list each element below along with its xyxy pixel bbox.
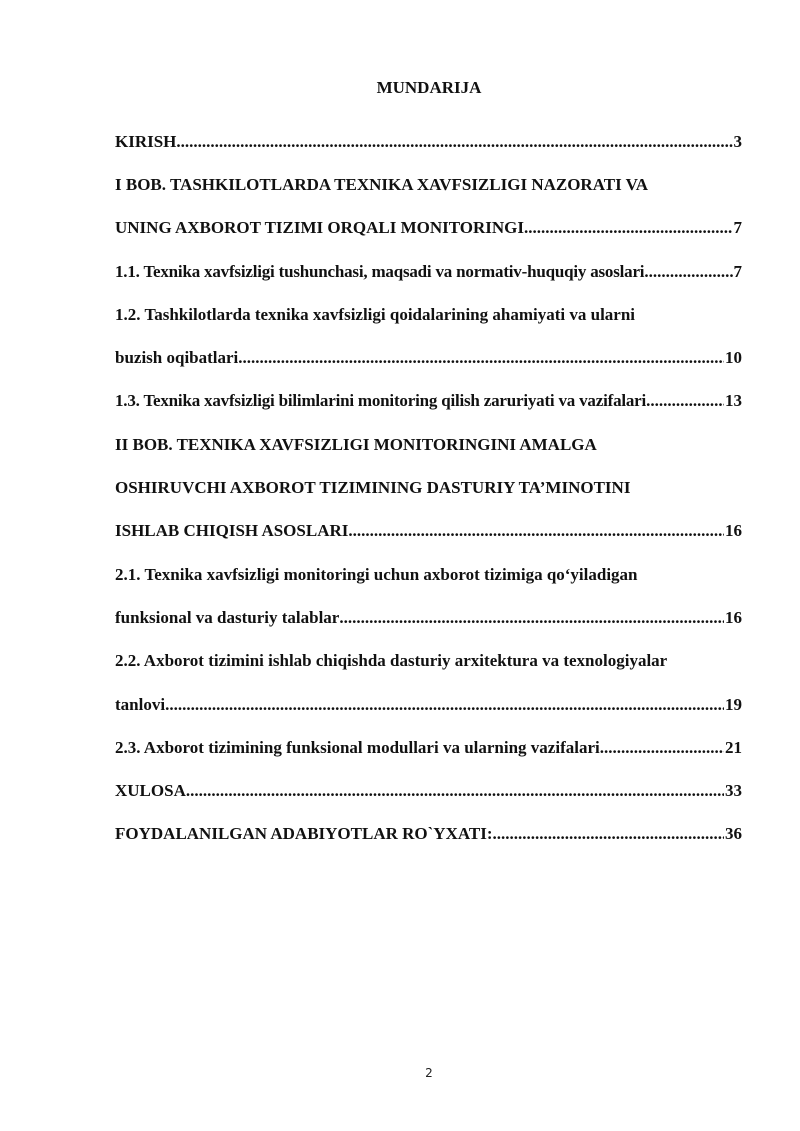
toc-entry-title: funksional va dasturiy talablar (115, 607, 340, 627)
toc-entry-section-2-1-line-1[interactable] (115, 553, 742, 596)
toc-entry-chapter-2-line-3[interactable] (115, 510, 742, 553)
toc-entry-title: UNING AXBOROT TIZIMI ORQALI MONITORINGI (115, 218, 525, 238)
toc-entry-section-1-3[interactable] (115, 380, 742, 423)
table-of-contents (115, 120, 742, 856)
toc-entry-title: OSHIRUVCHI AXBOROT TIZIMINING DASTURIY TA’MINOTINI (115, 478, 631, 498)
toc-entry-title: XULOSA (115, 781, 186, 801)
toc-entry-xulosa[interactable] (115, 769, 742, 812)
toc-entry-page: 10 (725, 348, 742, 368)
toc-entry-page: 16 (725, 521, 742, 541)
toc-entry-section-2-2-line-2[interactable] (115, 683, 742, 726)
toc-leader-dots (493, 824, 725, 844)
toc-entry-references[interactable] (115, 813, 742, 856)
toc-entry-page: 33 (725, 781, 742, 801)
toc-entry-title: 2.1. Texnika xavfsizligi monitoringi uchun axborot tizimiga qo‘yiladigan (115, 564, 638, 584)
toc-entry-title: 1.2. Tashkilotlarda texnika xavfsizligi qoidalarining ahamiyati va ularni (115, 304, 636, 324)
page-number: 2 (425, 1066, 433, 1080)
toc-entry-chapter-1-line-1[interactable] (115, 163, 742, 206)
toc-entry-page: 21 (725, 737, 742, 757)
toc-entry-title: 2.3. Axborot tizimining funksional modullari va ularning vazifalari (115, 737, 600, 757)
toc-leader-dots (186, 781, 724, 801)
toc-entry-title: II BOB. TEXNIKA XAVFSIZLIGI MONITORINGINI AMALGA (115, 434, 597, 454)
toc-leader-dots (524, 218, 732, 238)
toc-entry-kirish[interactable] (115, 120, 742, 163)
toc-entry-page: 19 (725, 694, 742, 714)
toc-leader-dots (600, 738, 724, 758)
toc-leader-dots (644, 262, 732, 282)
toc-entry-page: 16 (725, 607, 742, 627)
toc-entry-chapter-2-line-2[interactable] (115, 466, 742, 509)
toc-entry-section-2-3[interactable] (115, 726, 742, 769)
toc-entry-title: ISHLAB CHIQISH ASOSLARI (115, 521, 349, 541)
toc-entry-title: tanlovi (115, 694, 166, 714)
toc-entry-page: 3 (733, 131, 742, 151)
toc-entry-page: 7 (733, 218, 742, 238)
toc-leader-dots (646, 391, 724, 411)
toc-entry-title: 2.2. Axborot tizimini ishlab chiqishda dasturiy arxitektura va texnologiyalar (115, 651, 668, 671)
toc-entry-chapter-2-line-1[interactable] (115, 423, 742, 466)
toc-entry-title: KIRISH (115, 131, 177, 151)
toc-entry-title: FOYDALANILGAN ADABIYOTLAR RO`YXATI: (115, 824, 493, 844)
toc-entry-section-1-2-line-1[interactable] (115, 293, 742, 336)
toc-entry-section-2-2-line-1[interactable] (115, 640, 742, 683)
toc-entry-section-1-1[interactable] (115, 250, 742, 293)
toc-entry-section-1-2-line-2[interactable] (115, 336, 742, 379)
toc-entry-page: 13 (725, 391, 742, 411)
toc-leader-dots (165, 695, 724, 715)
toc-entry-page: 7 (733, 261, 742, 281)
toc-entry-title: 1.3. Texnika xavfsizligi bilimlarini monitoring qilish zaruriyati va vazifalari (115, 391, 647, 411)
toc-leader-dots (348, 521, 724, 541)
toc-entry-chapter-1-line-2[interactable] (115, 207, 742, 250)
toc-entry-title: I BOB. TASHKILOTLARDA TEXNIKA XAVFSIZLIGI NAZORATI VA (115, 174, 648, 194)
toc-leader-dots (339, 608, 724, 628)
toc-entry-title: 1.1. Texnika xavfsizligi tushunchasi, maqsadi va normativ-huquqiy asoslari (115, 261, 645, 281)
page-title: MUNDARIJA (376, 78, 482, 97)
toc-leader-dots (238, 348, 724, 368)
toc-entry-page: 36 (725, 824, 742, 844)
toc-entry-section-2-1-line-2[interactable] (115, 596, 742, 639)
toc-entry-title: buzish oqibatlari (115, 348, 239, 368)
toc-leader-dots (176, 132, 732, 152)
